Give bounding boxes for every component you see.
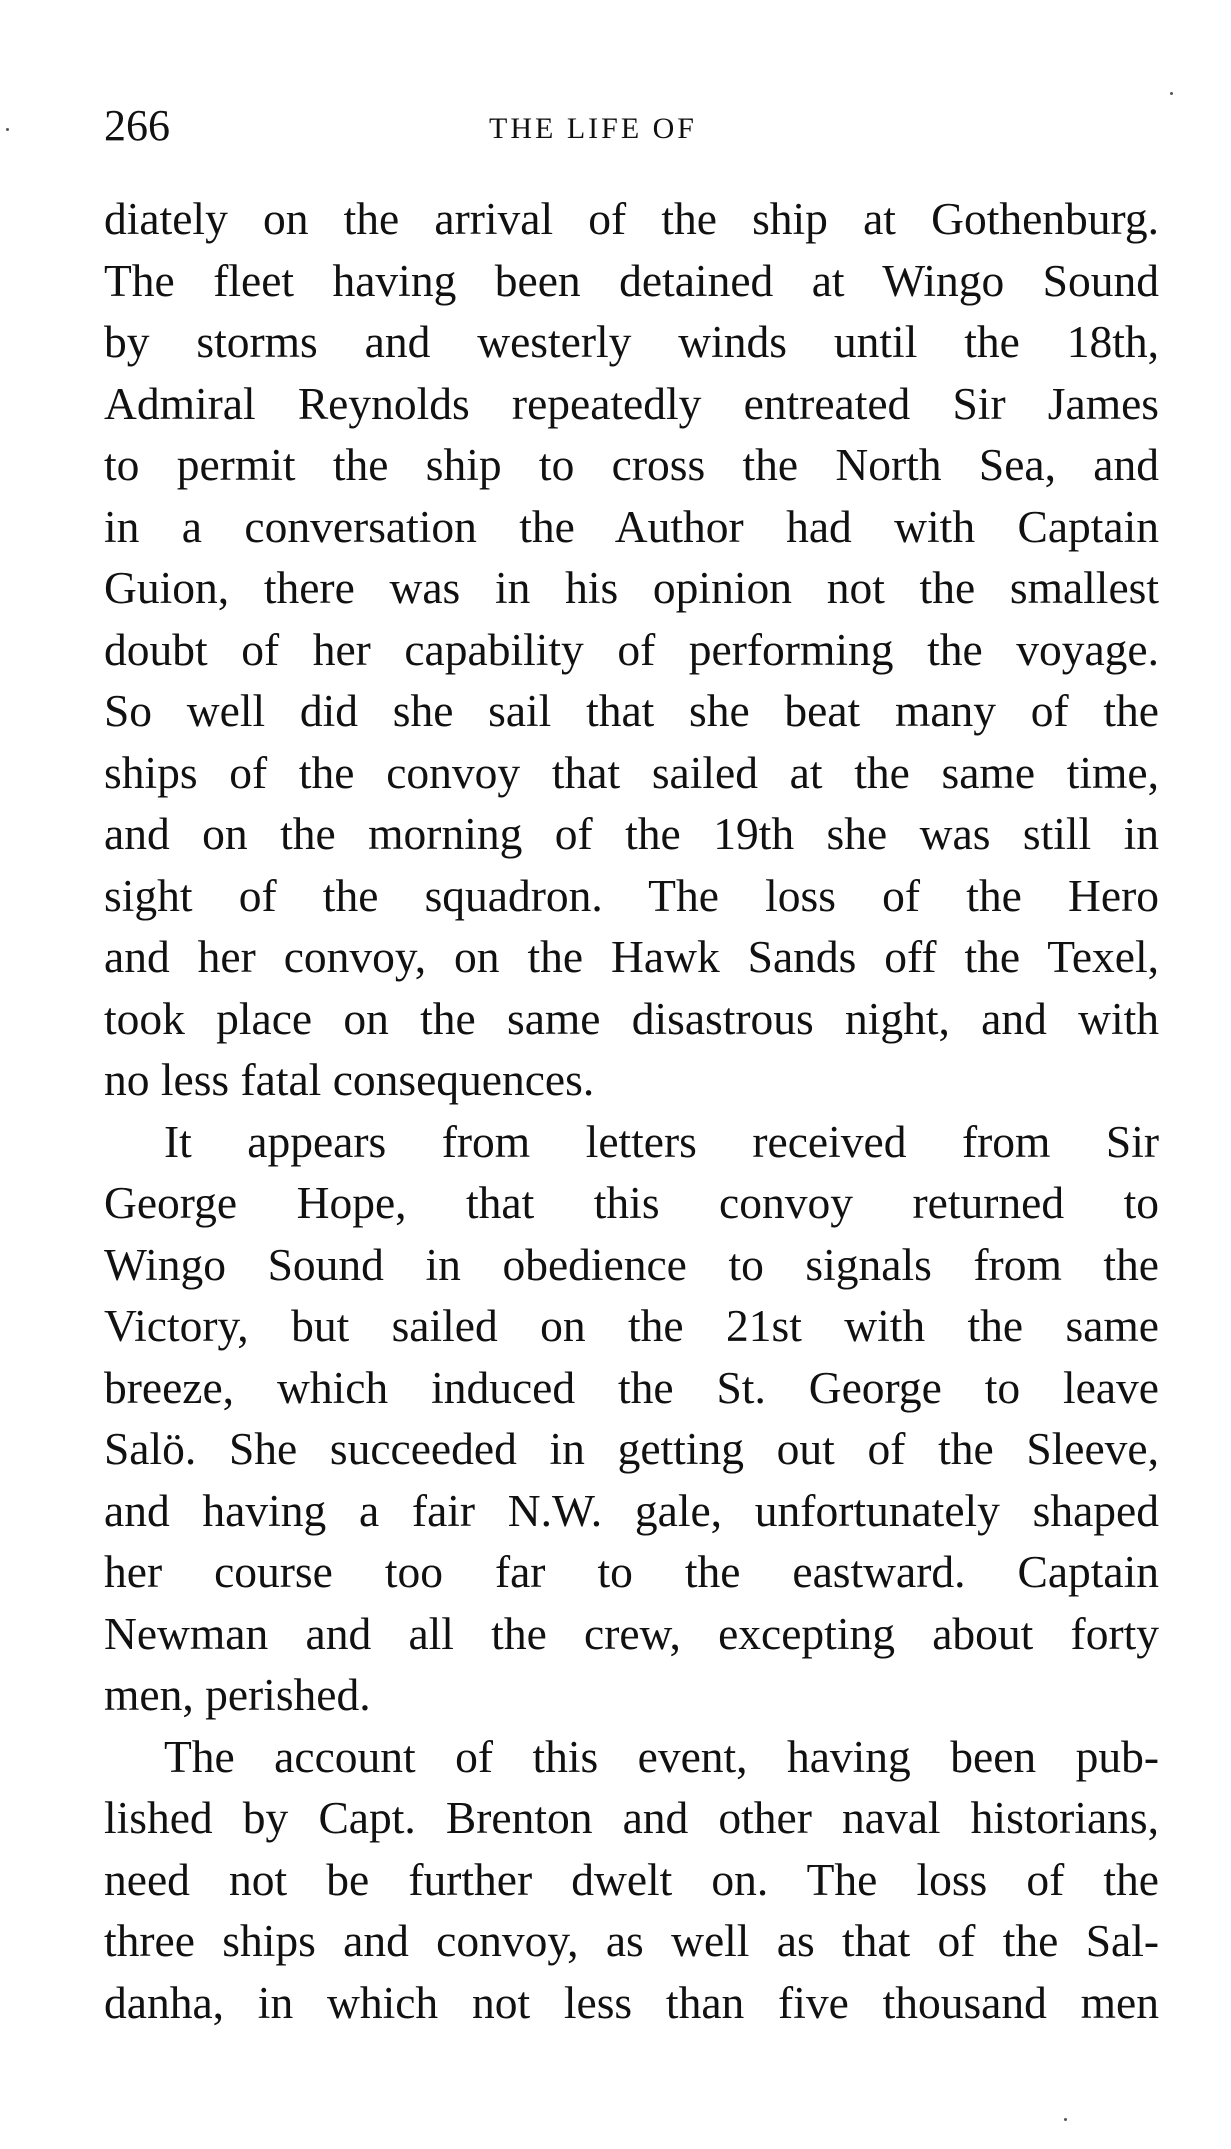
scan-speck — [1170, 92, 1173, 95]
text-line: Salö. She succeeded in getting out of the Sleeve, — [104, 1423, 1159, 1474]
text-line: danha, in which not less than five thousand men — [104, 1976, 1159, 2028]
page-header — [104, 101, 1151, 150]
text-line: men, perished. — [104, 1669, 371, 1720]
text-line: and having a fair N.W. gale, unfortunately shaped — [104, 1484, 1159, 1536]
text-line: no less fatal consequences. — [104, 1054, 595, 1105]
running-head: THE LIFE OF — [489, 112, 697, 145]
page-number: 266 — [104, 101, 170, 150]
text-line: The fleet having been detained at Wingo Sound — [104, 254, 1159, 306]
scan-speck — [6, 128, 9, 131]
text-line: lished by Capt. Brenton and other naval historians, — [104, 1792, 1159, 1843]
text-line: George Hope, that this convoy returned to — [104, 1177, 1159, 1228]
text-line: to permit the ship to cross the North Sea, and — [104, 439, 1159, 490]
text-line: Admiral Reynolds repeatedly entreated Sir James — [104, 377, 1159, 429]
text-line: sight of the squadron. The loss of the Hero — [104, 869, 1159, 921]
text-line: took place on the same disastrous night, and with — [104, 992, 1159, 1044]
text-line: doubt of her capability of performing the voyage. — [104, 623, 1159, 675]
scan-speck — [1064, 2118, 1067, 2121]
text-line: her course too far to the eastward. Captain — [104, 1546, 1159, 1597]
text-line: in a conversation the Author had with Captain — [104, 500, 1159, 552]
text-line: Newman and all the crew, excepting about forty — [104, 1607, 1159, 1659]
text-line: by storms and westerly winds until the 18th, — [104, 316, 1159, 367]
text-line: diately on the arrival of the ship at Gothenburg. — [104, 193, 1159, 244]
text-line: three ships and convoy, as well as that of the Sal- — [104, 1915, 1159, 1966]
text-line: breeze, which induced the St. George to leave — [104, 1361, 1159, 1413]
text-line: ships of the convoy that sailed at the same time, — [104, 746, 1159, 798]
text-line: So well did she sail that she beat many of the — [104, 685, 1159, 736]
text-line: need not be further dwelt on. The loss of the — [104, 1853, 1159, 1905]
text-line: and her convoy, on the Hawk Sands off the Texel, — [104, 931, 1159, 982]
text-line: It appears from letters received from Sir — [164, 1115, 1159, 1167]
text-line: Guion, there was in his opinion not the smallest — [104, 562, 1159, 613]
body-text — [104, 188, 1159, 2033]
text-line: The account of this event, having been pub- — [164, 1730, 1159, 1782]
text-line: Victory, but sailed on the 21st with the same — [104, 1300, 1159, 1351]
text-line: and on the morning of the 19th she was still in — [104, 808, 1159, 859]
text-line: Wingo Sound in obedience to signals from the — [104, 1238, 1159, 1290]
